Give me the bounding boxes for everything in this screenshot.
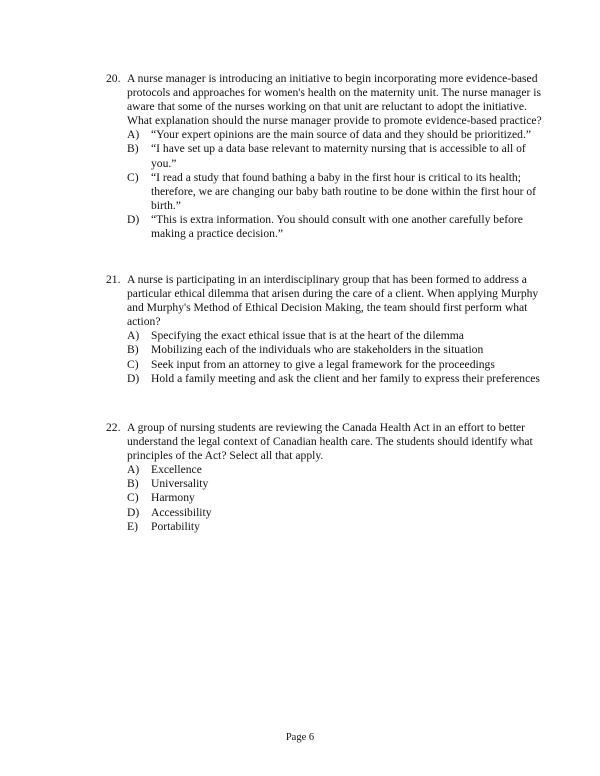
answer-options bbox=[106, 329, 554, 385]
question-text: A group of nursing students are reviewing the Canada Health Act in an effort to better understand the legal context of Canadian health care. The students should identify what principles of the Act? Select all that apply. bbox=[127, 421, 533, 463]
question-stem bbox=[106, 273, 554, 329]
question-text: A nurse is participating in an interdisciplinary group that has been formed to address a particular ethical dilemma that arisen during the care of a client. When applying Murphy and Murphy's Method of Ethical Decision Making, the team should first perform what action? bbox=[127, 273, 539, 329]
answer-option-d bbox=[106, 213, 554, 241]
answer-option-b bbox=[106, 343, 554, 357]
answer-option-b bbox=[106, 477, 554, 491]
question-stem bbox=[106, 421, 554, 463]
answer-option-a bbox=[106, 128, 554, 142]
option-letter: C) bbox=[127, 491, 139, 505]
answer-option-b bbox=[106, 142, 554, 170]
answer-option-c bbox=[106, 491, 554, 505]
question-22 bbox=[106, 421, 554, 534]
option-letter: B) bbox=[127, 477, 139, 491]
option-text: Excellence bbox=[151, 463, 202, 477]
option-letter: C) bbox=[127, 170, 139, 184]
option-text: Accessibility bbox=[151, 505, 212, 519]
option-text: Universality bbox=[151, 477, 209, 491]
answer-options bbox=[106, 128, 554, 241]
option-letter: C) bbox=[127, 357, 139, 371]
option-text: “I have set up a data base relevant to maternity nursing that is accessible to all of you.” bbox=[151, 142, 526, 170]
option-letter: E) bbox=[127, 519, 138, 533]
question-20 bbox=[106, 72, 554, 241]
option-letter: B) bbox=[127, 343, 139, 357]
option-letter: A) bbox=[127, 128, 140, 142]
answer-option-a bbox=[106, 329, 554, 343]
option-text: Specifying the exact ethical issue that is at the heart of the dilemma bbox=[151, 329, 464, 343]
option-text: Mobilizing each of the individuals who are stakeholders in the situation bbox=[151, 343, 484, 357]
answer-options bbox=[106, 463, 554, 533]
option-letter: B) bbox=[127, 142, 139, 156]
question-stem bbox=[106, 72, 554, 128]
answer-option-e bbox=[106, 520, 554, 534]
question-text: A nurse manager is introducing an initiative to begin incorporating more evidence-based protocols and approaches for women's health on the maternity unit. The nurse manager is aware that some of the nurses working on that unit are reluctant to adopt the initiative. What explanation should the nurse manager provide to promote evidence-based practice? bbox=[127, 72, 542, 128]
answer-option-d bbox=[106, 372, 554, 386]
question-21 bbox=[106, 273, 554, 386]
question-number: 21. bbox=[106, 273, 121, 286]
option-letter: D) bbox=[127, 371, 140, 385]
question-number: 20. bbox=[106, 72, 121, 85]
answer-option-d bbox=[106, 506, 554, 520]
answer-option-c bbox=[106, 358, 554, 372]
option-text: Portability bbox=[151, 519, 200, 533]
answer-option-c bbox=[106, 171, 554, 213]
option-text: “Your expert opinions are the main source of data and they should be prioritized.” bbox=[151, 128, 532, 142]
question-number: 22. bbox=[106, 421, 121, 434]
option-text: Hold a family meeting and ask the client and her family to express their preferences bbox=[151, 371, 540, 385]
option-letter: D) bbox=[127, 505, 140, 519]
option-text: “This is extra information. You should consult with one another carefully before making a practice decision.” bbox=[151, 212, 523, 241]
option-letter: D) bbox=[127, 212, 140, 226]
option-text: Harmony bbox=[151, 491, 195, 505]
option-text: Seek input from an attorney to give a legal framework for the proceedings bbox=[151, 357, 495, 371]
option-letter: A) bbox=[127, 329, 140, 343]
answer-option-a bbox=[106, 463, 554, 477]
option-text: “I read a study that found bathing a baby in the first hour is critical to its health; therefore, we are changing our baby bath routine to be done within the first hour of birth.” bbox=[151, 170, 537, 212]
option-letter: A) bbox=[127, 463, 140, 477]
page-number: Page 6 bbox=[285, 732, 315, 743]
